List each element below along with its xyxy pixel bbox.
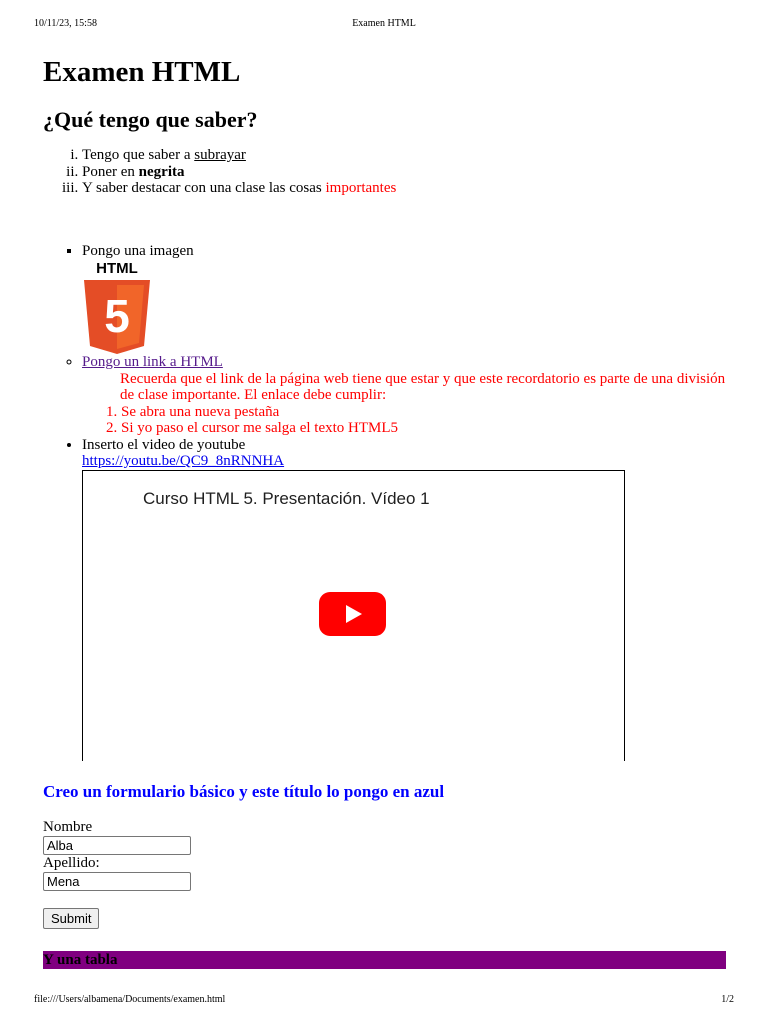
basic-form (43, 819, 726, 929)
skills-list (43, 147, 726, 197)
list-item: 2. Si yo paso el cursor me salga el texto HTML5 (121, 420, 726, 437)
nombre-label: Nombre (43, 818, 93, 835)
youtube-embed[interactable] (82, 470, 625, 761)
nombre-field[interactable] (43, 836, 191, 855)
html5-logo-icon (82, 260, 152, 354)
video-title[interactable]: Curso HTML 5. Presentación. Vídeo 1 (143, 488, 430, 508)
apellido-field[interactable] (43, 872, 191, 891)
link-list (43, 354, 726, 761)
table-section-title: Y una tabla (43, 951, 726, 969)
youtube-play-icon[interactable] (319, 592, 386, 636)
video-label: Inserto el video de youtube (82, 436, 246, 453)
rules-list (82, 404, 726, 437)
print-page-number: 1/2 (721, 994, 734, 1005)
media-list (43, 243, 726, 761)
list-item (82, 437, 726, 761)
reminder-note: Recuerda que el link de la página web tiene que estar y que este recordatorio es parte de una división de clase importante. El enlace debe cumplir: (120, 370, 726, 403)
section-subtitle: ¿Qué tengo que saber? (43, 107, 258, 132)
list-item: iii. Y saber destacar con una clase las cosas importantes (82, 180, 726, 197)
underlined-text: subrayar (194, 147, 246, 163)
svg-text:HTML: HTML (96, 260, 138, 277)
list-item: 1. Se abra una nueva pestaña (121, 404, 726, 421)
youtube-link[interactable]: https://youtu.be/QC9_8nRNNHA (82, 453, 285, 469)
image-label: Pongo una imagen (82, 242, 194, 259)
html-link[interactable]: Pongo un link a HTML (82, 354, 223, 370)
list-item: ii. Poner en negrita (82, 164, 726, 181)
list-item: i. Tengo que saber a subrayar (82, 147, 726, 164)
bold-text: negrita (138, 163, 185, 180)
page-title: Examen HTML (43, 56, 241, 88)
submit-button[interactable]: Submit (43, 908, 99, 929)
page-content (43, 50, 726, 969)
video-list (43, 437, 726, 761)
list-item (82, 243, 726, 761)
form-title: Creo un formulario básico y este título lo pongo en azul (43, 781, 445, 801)
svg-text:5: 5 (104, 290, 130, 342)
print-title: Examen HTML (352, 18, 416, 29)
important-text: importantes (325, 180, 397, 196)
print-date: 10/11/23, 15:58 (34, 18, 97, 29)
list-item (82, 354, 726, 437)
print-file-path: file:///Users/albamena/Documents/examen.html (34, 994, 226, 1005)
apellido-label: Apellido: (43, 854, 100, 871)
